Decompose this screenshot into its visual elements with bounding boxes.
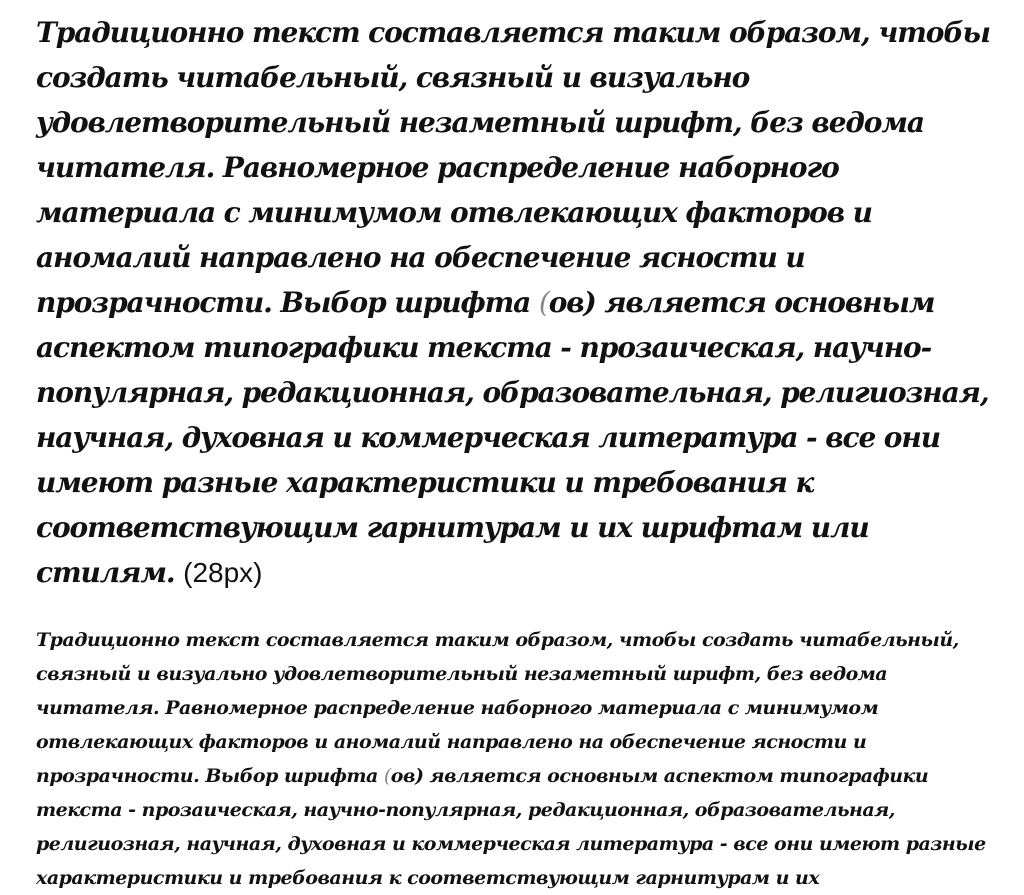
sample-text-end: ов) является основным аспектом типографики текста - прозаическая, научно-популярная, редакционная, образовательная, религиозная, научная, духовная и коммерческая литература - все они имеют разные характеристики и требования к соответствующим гарнитурам и их [36,765,986,889]
sample-text-end: ов) является основным аспектом типографики текста - прозаическая, научно-популярная, редакционная, образовательная, религиозная, научная, духовная и коммерческая литература - все они имеют разные характеристики и требования к соответствующим гарнитурам и их шрифтам или стилям. [36,286,989,589]
font-sample-20px [36,623,1002,895]
font-sample-28px [36,10,1002,595]
sample-text-start: Традиционно текст составляется таким образом, чтобы создать читабельный, связный и визуально удовлетворительный незаметный шрифт, без ведома читателя. Равномерное распределение наборного материала с минимумом отвлекающих факторов и аномалий направлено на обеспечение ясности и прозрачности. Выбор шрифта [36,629,959,787]
sample-open-paren: ( [383,765,391,787]
sample-open-paren: ( [538,286,549,319]
font-size-label: (28px) [183,557,263,588]
sample-text-start: Традиционно текст составляется таким образом, чтобы создать читабельный, связный и визуально удовлетворительный незаметный шрифт, без ведома читателя. Равномерное распределение наборного материала с минимумом отвлекающих факторов и аномалий направлено на обеспечение ясности и прозрачности. Выбор шрифта [36,16,990,319]
